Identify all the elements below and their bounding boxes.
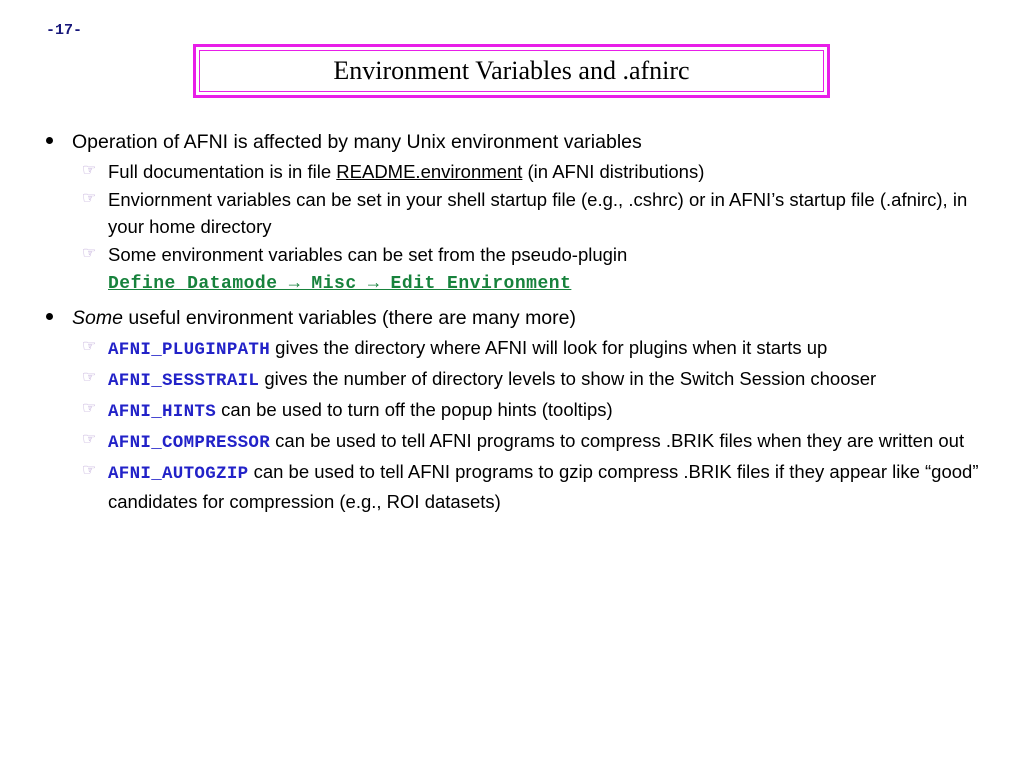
bullet-afni-compressor: [40, 427, 990, 457]
bullet-afni-autogzip: [40, 458, 990, 515]
bullet-sub-icon: ☞: [82, 462, 97, 479]
menu-path-define-datamode: Define Datamode → Misc → Edit Environment: [108, 274, 572, 294]
env-var-name: AFNI_HINTS: [108, 402, 217, 422]
env-var-name: AFNI_AUTOGZIP: [108, 464, 249, 484]
bullet-text: can be used to turn off the popup hints (tooltips): [216, 399, 613, 420]
bullet-text: gives the number of directory levels to show in the Switch Session chooser: [259, 368, 877, 389]
bullet-text: Some environment variables can be set from the pseudo-plugin: [108, 244, 628, 265]
bullet-pseudo-plugin: [40, 241, 990, 298]
bullet-dot-icon: [46, 137, 53, 144]
bullet-sub-icon: ☞: [82, 400, 97, 417]
env-var-name: AFNI_PLUGINPATH: [108, 340, 271, 360]
env-var-name: AFNI_COMPRESSOR: [108, 433, 271, 453]
slide-title-box-inner: [199, 50, 824, 92]
slide-body: [40, 128, 990, 516]
bullet-text: can be used to tell AFNI programs to compress .BRIK files when they are written out: [270, 430, 965, 451]
bullet-dot-icon: [46, 313, 53, 320]
bullet-text-after: (in AFNI distributions): [522, 161, 705, 182]
bullet-sub-icon: ☞: [82, 338, 97, 355]
bullet-text: Enviornment variables can be set in your shell startup file (e.g., .cshrc) or in AFNI’s startup file (.afnirc), in your home directory: [108, 189, 968, 237]
bullet-text: Operation of AFNI is affected by many Unix environment variables: [72, 131, 642, 153]
bullet-afni-pluginpath: [40, 334, 990, 364]
bullet-afni-hints: [40, 396, 990, 426]
bullet-text: useful environment variables (there are many more): [122, 307, 576, 329]
bullet-sub-icon: ☞: [82, 190, 97, 207]
bullet-some-useful: [40, 304, 990, 332]
bullet-sub-icon: ☞: [82, 431, 97, 448]
bullet-text-before: Full documentation is in file: [108, 161, 337, 182]
slide-title-box: [193, 44, 830, 98]
bullet-enviornment-shell-startup: [40, 186, 990, 240]
page-title: Environment Variables and .afnirc: [333, 56, 690, 85]
bullet-full-documentation: [40, 158, 990, 185]
bullet-sub-icon: ☞: [82, 245, 97, 262]
env-var-name: AFNI_SESSTRAIL: [108, 371, 260, 391]
bullet-italic-lead: Some: [72, 307, 123, 329]
bullet-operation-afni: [40, 128, 990, 156]
readme-environment-link: README.environment: [336, 161, 523, 182]
bullet-text: gives the directory where AFNI will look for plugins when it starts up: [270, 337, 828, 358]
bullet-sub-icon: ☞: [82, 162, 97, 179]
slide-number: -17-: [46, 22, 83, 39]
bullet-sub-icon: ☞: [82, 369, 97, 386]
bullet-afni-sesstrail: [40, 365, 990, 395]
bullet-text: can be used to tell AFNI programs to gzip compress .BRIK files if they appear like “good” candidates for compression (e.g., ROI datasets): [108, 461, 979, 512]
